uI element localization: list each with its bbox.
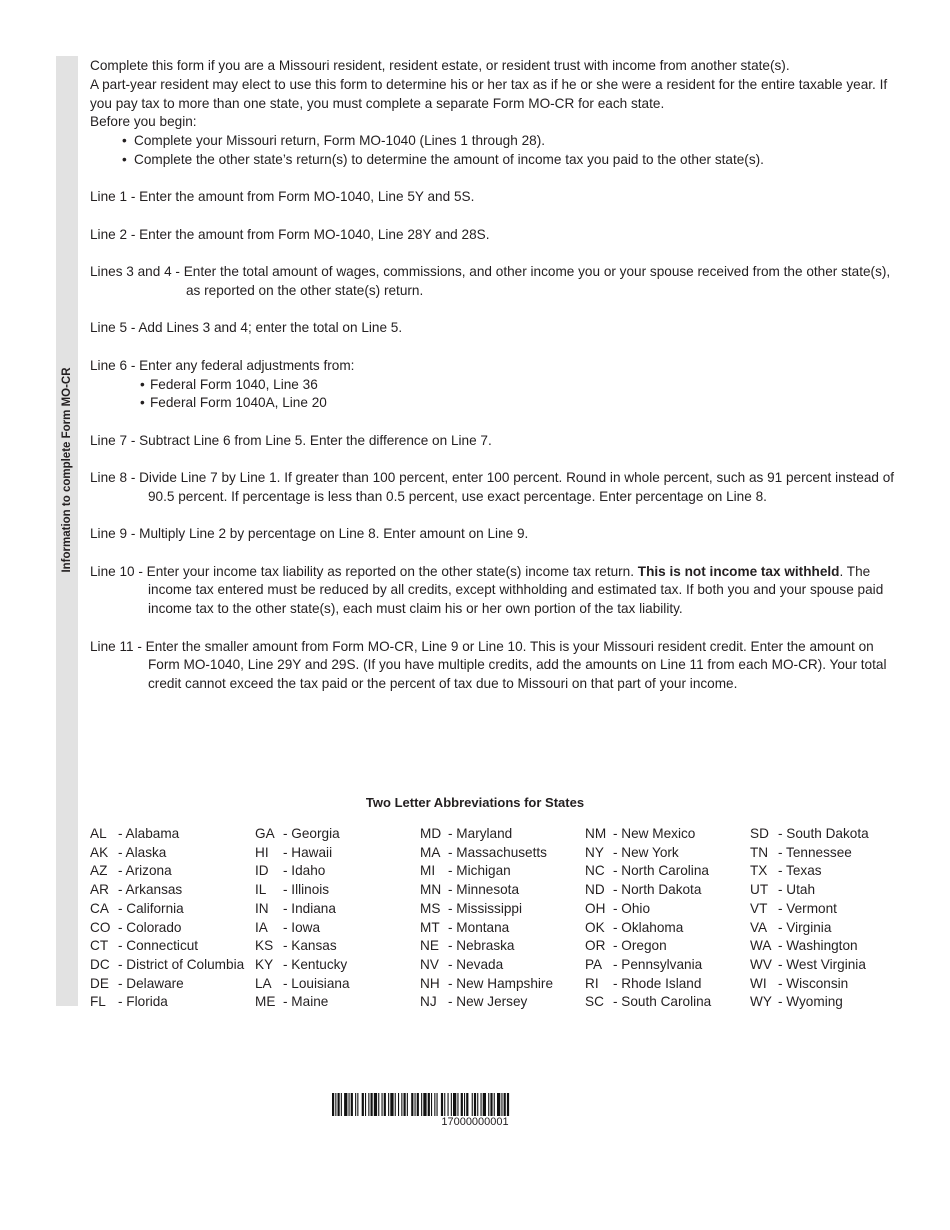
state-abbreviation bbox=[585, 862, 750, 881]
barcode-bar bbox=[453, 1093, 456, 1116]
state-code: RI bbox=[585, 975, 599, 991]
state-name: - West Virginia bbox=[778, 956, 866, 972]
abbreviation-column bbox=[750, 825, 915, 1012]
state-name: - Mississippi bbox=[448, 900, 523, 916]
line-10-text-b: . The income tax entered must be reduced by all credits, except withholding and estimated tax. If both you and your spouse paid income tax to the other state(s), each must claim his or her own portion of the tax liability. bbox=[148, 563, 884, 617]
state-abbreviation bbox=[420, 937, 585, 956]
state-code: VT bbox=[750, 900, 768, 916]
state-code: NM bbox=[585, 826, 607, 841]
state-abbreviation bbox=[420, 975, 585, 994]
state-abbreviation bbox=[585, 844, 750, 863]
barcode-bar bbox=[444, 1093, 445, 1116]
state-code: WY bbox=[750, 994, 772, 1010]
state-abbreviation bbox=[90, 825, 255, 844]
intro-line-1: Complete this form if you are a Missouri resident, resident estate, or resident trust with income from another state(s). bbox=[90, 58, 790, 73]
line-6-bullets bbox=[90, 376, 898, 414]
state-code: TN bbox=[750, 844, 769, 860]
state-abbreviation bbox=[750, 919, 915, 938]
barcode-bar bbox=[371, 1093, 373, 1116]
barcode-bar bbox=[404, 1093, 406, 1116]
state-abbreviation bbox=[255, 900, 420, 919]
state-code: CT bbox=[90, 938, 109, 954]
barcode-bar bbox=[378, 1093, 379, 1116]
barcode-bar bbox=[362, 1093, 364, 1116]
state-name: - Idaho bbox=[283, 863, 326, 879]
state-code: SD bbox=[750, 826, 769, 841]
intro-line-2: A part-year resident may elect to use this form to determine his or her tax as if he or she were a resident for the entire taxable year. If you pay tax to more than one state, you must complete a separate Form MO-CR for each state. bbox=[90, 76, 888, 111]
barcode-bar bbox=[428, 1093, 430, 1116]
state-abbreviation bbox=[750, 956, 915, 975]
state-name: - Kansas bbox=[283, 938, 337, 954]
line-2-instruction: Line 2 - Enter the amount from Form MO-1040, Line 28Y and 28S. bbox=[90, 226, 490, 242]
state-code: CO bbox=[90, 919, 111, 935]
state-name: - California bbox=[118, 900, 184, 916]
state-abbreviation bbox=[255, 881, 420, 900]
barcode-bar bbox=[474, 1093, 476, 1116]
barcode-bar bbox=[494, 1093, 495, 1116]
state-code: TX bbox=[750, 863, 768, 879]
state-code: ME bbox=[255, 994, 276, 1010]
state-name: - Colorado bbox=[118, 919, 182, 935]
state-code: MS bbox=[420, 900, 441, 916]
state-name: - Minnesota bbox=[448, 882, 520, 898]
line-10-text-a: Line 10 - Enter your income tax liability as reported on the other state(s) income tax return. bbox=[90, 563, 638, 579]
abbreviation-column bbox=[585, 825, 750, 1012]
state-abbreviation bbox=[750, 900, 915, 919]
bullet-item: • Complete your Missouri return, Form MO-1040 (Lines 1 through 28). bbox=[122, 132, 898, 151]
barcode-bar bbox=[384, 1093, 386, 1116]
state-abbreviation bbox=[750, 975, 915, 994]
state-name: - Nebraska bbox=[448, 938, 515, 954]
state-name: - Montana bbox=[448, 919, 510, 935]
barcode bbox=[332, 1093, 618, 1116]
state-code: MN bbox=[420, 882, 442, 898]
state-abbreviation bbox=[90, 844, 255, 863]
state-abbreviation bbox=[750, 862, 915, 881]
state-code: NC bbox=[585, 863, 605, 879]
abbreviation-column bbox=[90, 825, 255, 1012]
before-you-begin: Before you begin: bbox=[90, 114, 197, 130]
barcode-bar bbox=[497, 1093, 500, 1116]
state-name: - New Mexico bbox=[613, 826, 696, 841]
state-code: OH bbox=[585, 900, 606, 916]
state-code: MA bbox=[420, 844, 441, 860]
barcode-bar bbox=[401, 1093, 402, 1116]
barcode-bar bbox=[344, 1093, 347, 1116]
state-name: - Michigan bbox=[448, 863, 511, 879]
state-abbreviation bbox=[585, 993, 750, 1012]
state-abbreviation bbox=[420, 862, 585, 881]
barcode-bar bbox=[395, 1093, 396, 1116]
barcode-bar bbox=[472, 1093, 473, 1116]
line-5-instruction: Line 5 - Add Lines 3 and 4; enter the total on Line 5. bbox=[90, 320, 403, 336]
state-abbreviation bbox=[255, 956, 420, 975]
state-name: - Ohio bbox=[613, 900, 651, 916]
barcode-bar bbox=[448, 1093, 449, 1116]
state-code: OK bbox=[585, 919, 605, 935]
state-code: ID bbox=[255, 863, 269, 879]
state-code: IL bbox=[255, 882, 267, 898]
state-name: - New Hampshire bbox=[448, 975, 553, 991]
barcode-bar bbox=[365, 1093, 366, 1116]
state-abbreviation bbox=[255, 862, 420, 881]
state-abbreviation bbox=[255, 844, 420, 863]
state-code: IN bbox=[255, 900, 269, 916]
state-code: GA bbox=[255, 826, 275, 841]
state-code: AR bbox=[90, 882, 109, 898]
state-abbreviation bbox=[420, 956, 585, 975]
barcode-bar bbox=[457, 1093, 458, 1116]
state-code: KY bbox=[255, 956, 274, 972]
state-code: WV bbox=[750, 956, 772, 972]
state-code: IA bbox=[255, 919, 268, 935]
abbreviations-title: Two Letter Abbreviations for States bbox=[365, 795, 585, 810]
barcode-bar bbox=[466, 1093, 468, 1116]
barcode-bar bbox=[357, 1093, 358, 1116]
line-10-bold: This is not income tax withheld bbox=[637, 563, 840, 579]
state-name: - Georgia bbox=[283, 826, 340, 841]
abbreviations-grid bbox=[90, 825, 915, 1012]
barcode-bar bbox=[390, 1093, 393, 1116]
state-code: NJ bbox=[420, 994, 437, 1010]
state-abbreviation bbox=[750, 993, 915, 1012]
state-abbreviation bbox=[90, 881, 255, 900]
state-abbreviation bbox=[90, 862, 255, 881]
barcode-bar bbox=[488, 1093, 489, 1116]
before-bullets bbox=[90, 132, 898, 170]
state-abbreviation bbox=[255, 937, 420, 956]
state-name: - Wisconsin bbox=[778, 975, 849, 991]
state-code: NV bbox=[420, 956, 439, 972]
state-code: MT bbox=[420, 919, 440, 935]
state-abbreviation bbox=[90, 993, 255, 1012]
state-code: FL bbox=[90, 994, 106, 1010]
state-name: - Massachusetts bbox=[448, 844, 547, 860]
state-name: - New York bbox=[613, 844, 679, 860]
state-name: - District of Columbia bbox=[118, 956, 245, 972]
state-abbreviation bbox=[420, 881, 585, 900]
line-6-instruction: Line 6 - Enter any federal adjustments from: bbox=[90, 357, 355, 373]
state-name: - Illinois bbox=[283, 882, 330, 898]
state-code: PA bbox=[585, 956, 603, 972]
state-name: - Vermont bbox=[778, 900, 837, 916]
state-abbreviation bbox=[585, 825, 750, 844]
state-code: AL bbox=[90, 826, 107, 841]
state-abbreviation bbox=[585, 881, 750, 900]
state-name: - Alaska bbox=[118, 844, 167, 860]
state-name: - South Dakota bbox=[778, 826, 869, 841]
state-abbreviation bbox=[420, 825, 585, 844]
state-code: DC bbox=[90, 956, 110, 972]
state-name: - Arkansas bbox=[118, 882, 183, 898]
state-abbreviation bbox=[255, 993, 420, 1012]
state-name: - Delaware bbox=[118, 975, 184, 991]
bullet-item: • Federal Form 1040, Line 36 bbox=[140, 376, 898, 395]
state-name: - Pennsylvania bbox=[613, 956, 703, 972]
state-name: - Connecticut bbox=[118, 938, 199, 954]
state-abbreviation bbox=[585, 937, 750, 956]
sidebar-label: Information to complete Form MO-CR bbox=[61, 367, 73, 573]
state-code: LA bbox=[255, 975, 272, 991]
state-abbreviation bbox=[585, 956, 750, 975]
barcode-bar bbox=[355, 1093, 356, 1116]
line-3-4-instruction: Lines 3 and 4 - Enter the total amount of wages, commissions, and other income you or your spouse received from the other state(s), as reported on the other state(s) return. bbox=[90, 264, 891, 298]
barcode-bar bbox=[451, 1093, 452, 1116]
state-code: CA bbox=[90, 900, 109, 916]
state-code: DE bbox=[90, 975, 109, 991]
barcode-bar bbox=[338, 1093, 340, 1116]
abbreviation-column bbox=[255, 825, 420, 1012]
barcode-bar bbox=[423, 1093, 426, 1116]
barcode-bar bbox=[349, 1093, 350, 1116]
barcode-bar bbox=[351, 1093, 353, 1116]
state-name: - Alabama bbox=[118, 826, 180, 841]
state-name: - Louisiana bbox=[283, 975, 350, 991]
state-name: - Iowa bbox=[283, 919, 321, 935]
state-name: - Indiana bbox=[283, 900, 336, 916]
state-abbreviation bbox=[750, 937, 915, 956]
barcode-bar bbox=[407, 1093, 408, 1116]
state-name: - North Dakota bbox=[613, 882, 702, 898]
state-code: AK bbox=[90, 844, 109, 860]
barcode-bar bbox=[415, 1093, 416, 1116]
state-name: - Nevada bbox=[448, 956, 504, 972]
barcode-bar bbox=[411, 1093, 413, 1116]
line-1-instruction: Line 1 - Enter the amount from Form MO-1040, Line 5Y and 5S. bbox=[90, 189, 475, 205]
state-abbreviation bbox=[90, 975, 255, 994]
state-name: - Arizona bbox=[118, 863, 172, 879]
state-name: - Hawaii bbox=[283, 844, 333, 860]
barcode-bar bbox=[477, 1093, 478, 1116]
barcode-bar bbox=[332, 1093, 334, 1116]
state-abbreviation bbox=[750, 844, 915, 863]
state-name: - Oklahoma bbox=[613, 919, 684, 935]
state-code: NY bbox=[585, 844, 604, 860]
state-name: - Kentucky bbox=[283, 956, 348, 972]
state-code: KS bbox=[255, 938, 274, 954]
state-name: - Maryland bbox=[448, 826, 513, 841]
barcode-bar bbox=[417, 1093, 419, 1116]
barcode-bar bbox=[431, 1093, 432, 1116]
state-abbreviation bbox=[90, 937, 255, 956]
barcode-bar bbox=[382, 1093, 383, 1116]
state-abbreviation bbox=[255, 825, 420, 844]
state-abbreviation bbox=[90, 956, 255, 975]
instructions bbox=[90, 57, 898, 694]
state-abbreviation bbox=[750, 825, 915, 844]
barcode-bar bbox=[398, 1093, 399, 1116]
barcode-bar bbox=[507, 1093, 509, 1116]
state-name: - Texas bbox=[778, 863, 822, 879]
state-abbreviation bbox=[420, 844, 585, 863]
state-code: WA bbox=[750, 938, 772, 954]
barcode-bar bbox=[441, 1093, 443, 1116]
state-name: - North Carolina bbox=[613, 863, 709, 879]
state-code: AZ bbox=[90, 863, 108, 879]
state-abbreviation bbox=[420, 919, 585, 938]
barcode-bar bbox=[490, 1093, 492, 1116]
barcode-bar bbox=[501, 1093, 502, 1116]
state-name: - Wyoming bbox=[778, 994, 843, 1010]
state-name: - Tennessee bbox=[778, 844, 852, 860]
barcode-bar bbox=[374, 1093, 377, 1116]
state-code: HI bbox=[255, 844, 269, 860]
state-name: - Maine bbox=[283, 994, 329, 1010]
state-name: - Utah bbox=[778, 882, 816, 898]
line-9-instruction: Line 9 - Multiply Line 2 by percentage on Line 8. Enter amount on Line 9. bbox=[90, 526, 529, 542]
barcode-bar bbox=[483, 1093, 486, 1116]
bullet-item: • Complete the other state’s return(s) to determine the amount of income tax you paid to the other state(s). bbox=[122, 151, 898, 170]
line-10-instruction bbox=[90, 563, 898, 619]
state-abbreviation bbox=[750, 881, 915, 900]
state-abbreviation bbox=[90, 919, 255, 938]
state-code: NE bbox=[420, 938, 439, 954]
state-abbreviation bbox=[255, 975, 420, 994]
barcode-bar bbox=[335, 1093, 336, 1116]
barcode-bar bbox=[504, 1093, 506, 1116]
state-name: - Virginia bbox=[778, 919, 832, 935]
barcode-bar bbox=[341, 1093, 342, 1116]
barcode-bar bbox=[437, 1093, 438, 1116]
barcode-bar bbox=[434, 1093, 435, 1116]
state-abbreviation bbox=[90, 900, 255, 919]
state-abbreviation bbox=[255, 919, 420, 938]
state-code: UT bbox=[750, 882, 769, 898]
barcode-bar bbox=[421, 1093, 422, 1116]
state-name: - Oregon bbox=[613, 938, 667, 954]
state-code: NH bbox=[420, 975, 440, 991]
state-abbreviation bbox=[585, 975, 750, 994]
state-code: WI bbox=[750, 975, 767, 991]
state-code: OR bbox=[585, 938, 606, 954]
state-name: - Florida bbox=[118, 994, 168, 1010]
abbreviation-column bbox=[420, 825, 585, 1012]
barcode-bar bbox=[461, 1093, 463, 1116]
state-name: - Washington bbox=[778, 938, 858, 954]
barcode-bar bbox=[464, 1093, 465, 1116]
state-abbreviation bbox=[585, 919, 750, 938]
state-code: VA bbox=[750, 919, 768, 935]
state-code: MI bbox=[420, 863, 436, 879]
barcode-bar bbox=[388, 1093, 389, 1116]
state-name: - Rhode Island bbox=[613, 975, 702, 991]
line-7-instruction: Line 7 - Subtract Line 6 from Line 5. Enter the difference on Line 7. bbox=[90, 432, 492, 448]
state-code: ND bbox=[585, 882, 605, 898]
bullet-item: • Federal Form 1040A, Line 20 bbox=[140, 394, 898, 413]
state-code: SC bbox=[585, 994, 604, 1010]
state-code: MD bbox=[420, 826, 442, 841]
line-6-block bbox=[90, 357, 898, 413]
line-11-instruction: Line 11 - Enter the smaller amount from Form MO-CR, Line 9 or Line 10. This is your Missouri resident credit. Enter the amount on Form MO-1040, Line 29Y and 29S. (If you have multiple credits, add the amounts on Line 11 from each MO-CR). Your total credit cannot exceed the tax paid or the percent of tax due to Missouri on that part of your income. bbox=[90, 638, 887, 692]
barcode-number: 17000000001 bbox=[441, 1116, 509, 1128]
state-abbreviation bbox=[585, 900, 750, 919]
state-abbreviation bbox=[420, 900, 585, 919]
state-name: - New Jersey bbox=[448, 994, 528, 1010]
state-name: - South Carolina bbox=[613, 994, 712, 1010]
state-abbreviation bbox=[420, 993, 585, 1012]
line-8-instruction: Line 8 - Divide Line 7 by Line 1. If greater than 100 percent, enter 100 percent. Round in whole percent, such as 91 percent instead of 90.5 percent. If percentage is less than 0.5 percent, use exact percentage. Enter percentage on Line 8. bbox=[90, 470, 895, 504]
barcode-bar bbox=[481, 1093, 482, 1116]
barcode-bar bbox=[368, 1093, 369, 1116]
